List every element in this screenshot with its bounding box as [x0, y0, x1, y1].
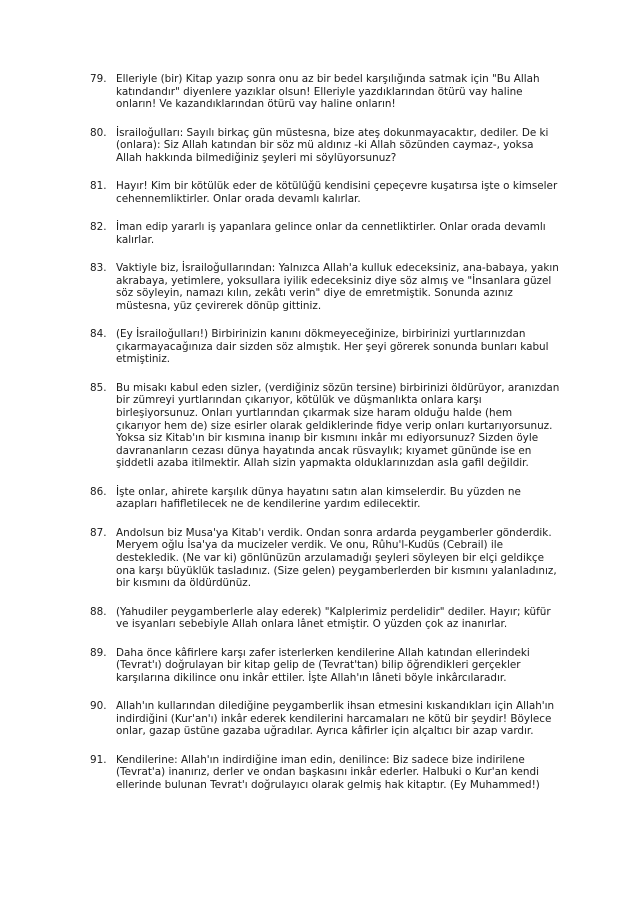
verse-text: Daha önce kâfirlere karşı zafer isterlerken kendilerine Allah katından ellerindeki (Tevrat'ı) doğrulayan bir kitap gelip de (Tevrat'tan) bilip öğrendikleri gerçekler karşılarına dikilince onu inkâr ettiler. İşte Allah'ın lâneti böyle inkârcılaradır. — [116, 646, 530, 684]
verse-84 — [90, 328, 560, 366]
verse-number: 90. — [90, 700, 107, 713]
verse-text: Bu misakı kabul eden sizler, (verdiğiniz sözün tersine) birbirinizi öldürüyor, aranızdan bir zümreyi yurtlarından çıkarıyor, kötülük ve düşmanlıkta onlara karşı birleşiyorsunuz. Onları yurtlarından çıkarmak size haram olduğu halde (hem çıkarıyor hem de) size esirler olarak geldiklerinde fidye verip onları kurtarıyorsunuz. Yoksa siz Kitab'ın bir kısmına inanıp bir kısmını inkâr mı ediyorsunuz? Sizden öyle davrananların cezası dünya hayatında ancak rüsvaylık; kıyamet gününde ise en şiddetli azaba itilmektir. Allah sizin yapmakta olduklarınızdan asla gafil değildir. — [116, 381, 560, 470]
verse-text: (Ey İsrailoğulları!) Birbirinizin kanını dökmeyeceğinize, birbirinizi yurtlarınızdan çıkarmayacağınıza dair sizden söz almıştık. Her şeyi görerek sonunda bunları kabul etmiştiniz. — [116, 328, 549, 366]
verse-number: 81. — [90, 180, 107, 193]
verse-87 — [90, 527, 560, 590]
verse-number: 82. — [90, 221, 107, 234]
verse-79 — [90, 73, 560, 111]
verse-text: Andolsun biz Musa'ya Kitab'ı verdik. Ondan sonra ardarda peygamberler gönderdik. Meryem oğlu İsa'ya da mucizeler verdik. Ve onu, Rûhu'l-Kudüs (Cebrail) ile destekledik. (Ne var ki) gönlünüzün arzulamadığı şeyleri söyleyen bir elçi geldikçe ona karşı büyüklük tasladınız. (Size gelen) peygamberlerden bir kısmını yalanladınız, bir kısmını da öldürdünüz. — [116, 526, 557, 590]
verse-number: 79. — [90, 73, 107, 85]
verse-90 — [90, 700, 560, 738]
verse-number: 80. — [90, 126, 107, 139]
verse-number: 87. — [90, 526, 107, 539]
verse-text: İsrailoğulları: Sayılı birkaç gün müstesna, bize ateş dokunmayacaktır, dediler. De ki (onlara): Siz Allah katından bir söz mü aldınız -ki Allah sözünden caymaz-, yoksa Allah hakkında bilmediğiniz şeyleri mi söylüyorsunuz? — [116, 126, 549, 164]
verse-81 — [90, 180, 560, 205]
verse-text: Elleriyle (bir) Kitap yazıp sonra onu az bir bedel karşılığında satmak için "Bu Allah katındandır" diyenlere yazıklar olsun! Elleriyle yazdıklarından ötürü vay haline onların! Ve kazandıklarından ötürü vay haline onların! — [116, 73, 540, 111]
verse-86 — [90, 486, 560, 511]
document-page — [90, 73, 560, 807]
verse-text: Kendilerine: Allah'ın indirdiğine iman edin, denilince: Biz sadece bize indirilene (Tevrat'a) inanırız, derler ve ondan başkasını inkâr ederler. Halbuki o Kur'an kendi ellerinde bulunan Tevrat'ı doğrulayıcı olarak gelmiş hak kitaptır. (Ey Muhammed!) — [116, 753, 540, 791]
verse-number: 89. — [90, 646, 107, 659]
verse-number: 85. — [90, 381, 107, 394]
verse-number: 88. — [90, 605, 107, 618]
verse-85 — [90, 382, 560, 470]
verse-88 — [90, 606, 560, 631]
verse-text: (Yahudiler peygamberlerle alay ederek) "Kalplerimiz perdelidir" dediler. Hayır; küfür ve isyanları sebebiyle Allah onlara lânet etmiştir. O yüzden çok az inanırlar. — [116, 605, 551, 631]
verse-text: İşte onlar, ahirete karşılık dünya hayatını satın alan kimselerdir. Bu yüzden ne azapları hafifletilecek ne de kendilerine yardım edilecektir. — [116, 485, 521, 511]
verse-number: 83. — [90, 262, 107, 275]
verse-number: 86. — [90, 485, 107, 498]
verse-text: İman edip yararlı iş yapanlara gelince onlar da cennetliktirler. Onlar orada devamlı kalırlar. — [116, 221, 546, 246]
verse-83 — [90, 262, 560, 312]
verse-82 — [90, 221, 560, 246]
verse-number: 84. — [90, 328, 107, 341]
verse-text: Hayır! Kim bir kötülük eder de kötülüğü kendisini çepeçevre kuşatırsa işte o kimseler cehennemliktirler. Onlar orada devamlı kalırlar. — [116, 180, 558, 205]
verse-91 — [90, 754, 560, 792]
verse-text: Vaktiyle biz, İsrailoğullarından: Yalnızca Allah'a kulluk edeceksiniz, ana-babaya, yakın akrabaya, yetimlere, yoksullara iyilik edeceksiniz diye söz almış ve "İnsanlara güzel söz söyleyin, namazı kılın, zekâtı verin" diye de emretmiştik. Sonunda azınız müstesna, yüz çevirerek dönüp gittiniz. — [116, 262, 559, 312]
verse-number: 91. — [90, 753, 107, 766]
verse-80 — [90, 127, 560, 165]
verse-89 — [90, 647, 560, 685]
verse-text: Allah'ın kullarından dilediğine peygamberlik ihsan etmesini kıskandıkları için Allah'ın indirdiğini (Kur'an'ı) inkâr ederek kendilerini harcamaları ne kötü bir şeydir! Böylece onlar, gazap üstüne gazaba uğradılar. Ayrıca kâfirler için alçaltıcı bir azap vardır. — [116, 700, 555, 738]
